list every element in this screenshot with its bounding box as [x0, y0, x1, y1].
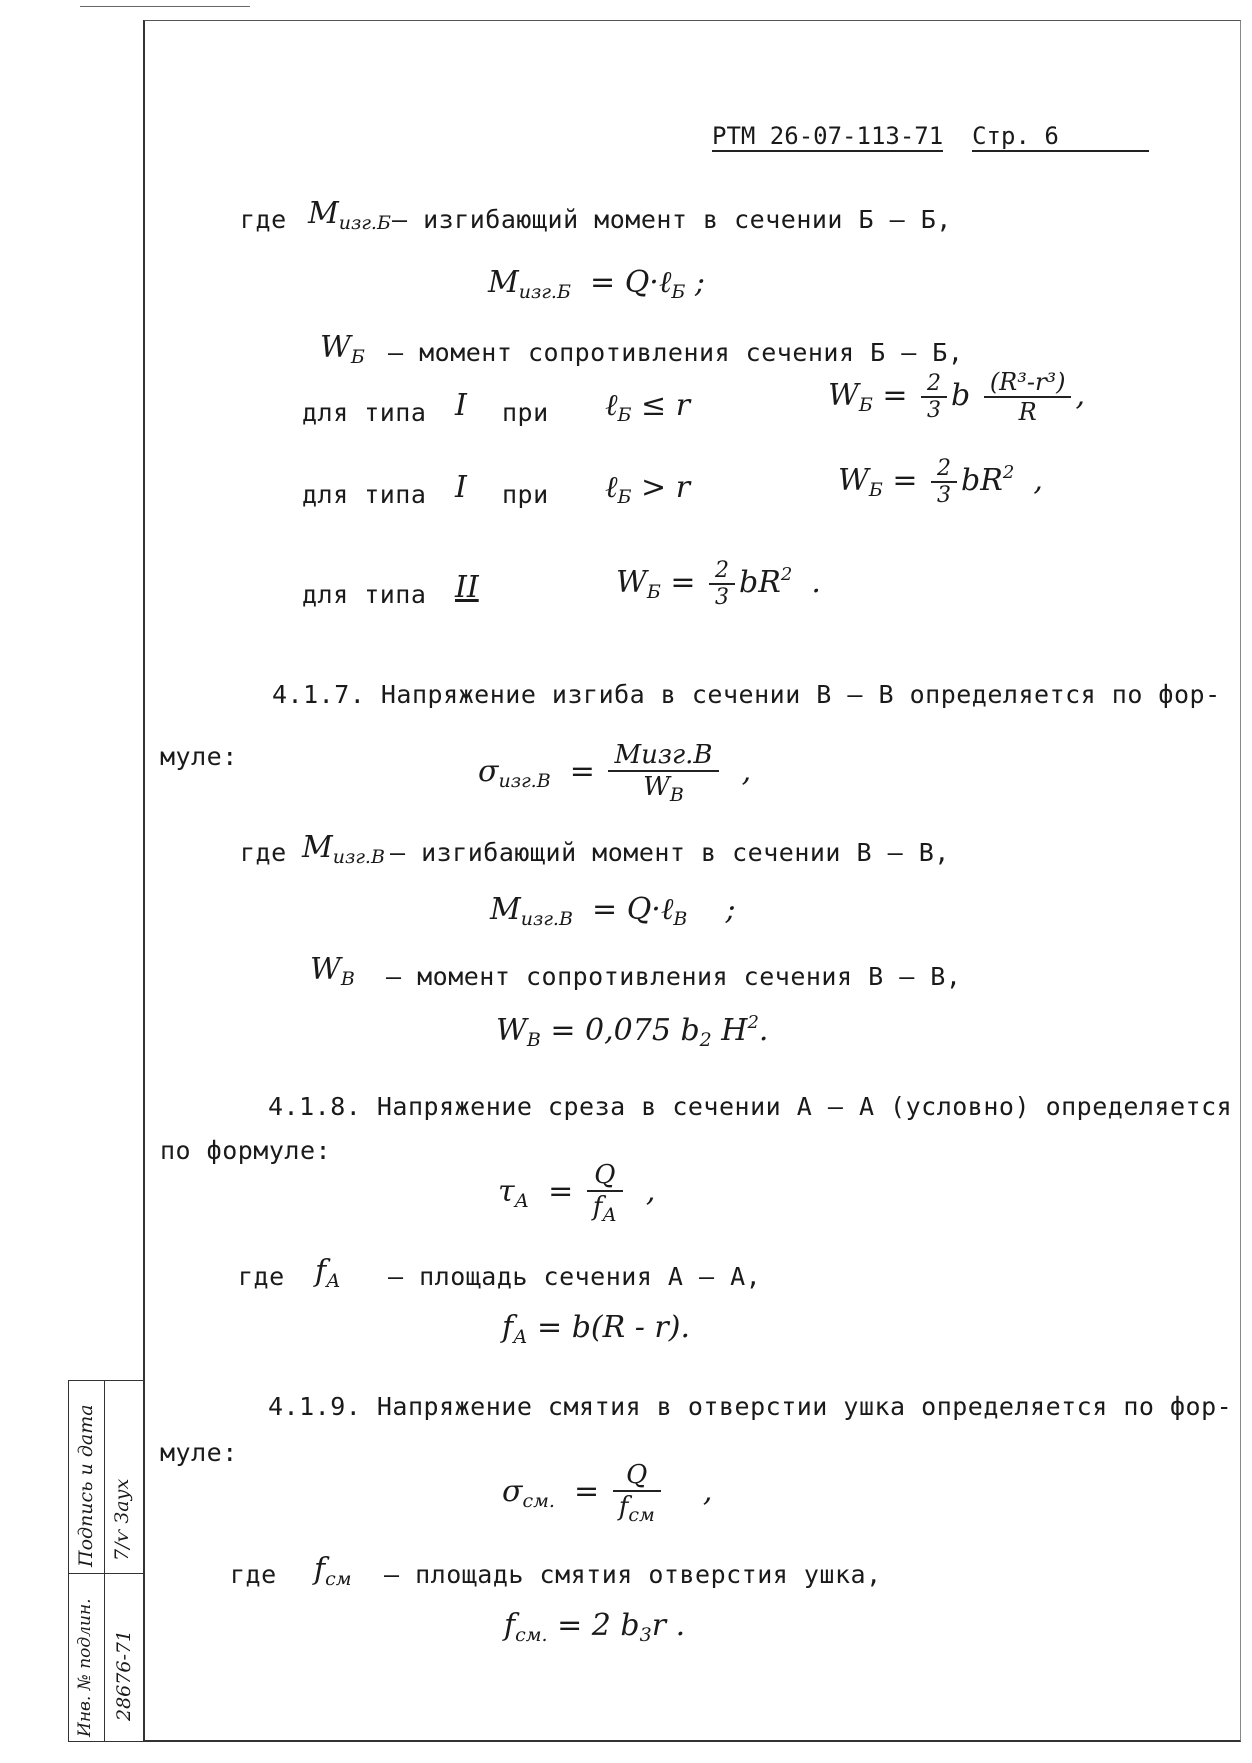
where-label: где: [240, 205, 287, 234]
case3-type: II: [455, 570, 479, 605]
where-label-3: где: [238, 1262, 285, 1291]
inventory-number-label: Инв. № подлин.: [75, 1598, 95, 1737]
f-a-description: – площадь сечения А – А,: [388, 1262, 762, 1291]
case2-formula: $W_Б$ = $\frac{2}{3}$ $bR^2$ ,: [838, 456, 1043, 508]
formula-w-v: $W_В = 0,075$ $b_2$ $H^2$.: [496, 1012, 769, 1051]
formula-sigma-izg-v: $\sigma_{изг.В}$ = $\frac{\text{Mизг.В}}{W_В}$ ,: [478, 740, 752, 806]
para-4-1-9-cont: муле:: [160, 1438, 238, 1467]
formula-tau-a: $\tau_А$ = $\frac{Q}{f_А}$ ,: [498, 1160, 656, 1226]
case2-condition: ℓ$_Б$ > r: [605, 470, 691, 508]
symbol-m-izg-b: $M_{изг.Б}$: [308, 196, 391, 234]
case1-formula: $W_Б$ = $\frac{2}{3}$ b $\frac{\text{(R³-r³)}}{R}$ ,: [828, 368, 1085, 426]
case3-formula: $W_Б$ = $\frac{2}{3}$ $bR^2$ .: [616, 558, 821, 610]
doc-code: РТМ 26-07-113-71: [712, 122, 944, 150]
stamp-divider: [69, 1573, 143, 1574]
inventory-number-value: 28676-71: [113, 1629, 135, 1721]
formula-m-izg-b: $M_{изг.Б}$ = Q·ℓ$_Б$ ;: [488, 265, 705, 303]
formula-m-izg-v: $M_{изг.В}$ = Q·ℓ$_В$ ;: [490, 892, 736, 930]
symbol-f-sm: $f_{см}$: [314, 1552, 352, 1590]
margin-stamp: [68, 1380, 144, 1742]
signature-date-label: Подпись и дата: [75, 1404, 97, 1567]
symbol-w-b: $W_Б$: [320, 330, 365, 368]
formula-f-a: $f_А = b(R - r)$.: [502, 1310, 691, 1348]
case1-label: для типа: [302, 398, 427, 427]
case1-type: I: [455, 388, 467, 423]
case1-when: при: [502, 398, 549, 427]
symbol-w-v: $W_В$: [310, 952, 355, 990]
header: [712, 122, 1149, 150]
symbol-m-izg-v: $M_{изг.В}$: [302, 830, 385, 868]
formula-f-sm: $f_{см.} = 2$ $b_3r$ .: [504, 1608, 686, 1646]
signature-value: 7/ѵ Заух: [111, 1478, 133, 1561]
para-4-1-7-cont: муле:: [160, 742, 238, 771]
para-4-1-8: 4.1.8. Напряжение среза в сечении А – А (условно) определяется: [268, 1092, 1233, 1121]
top-edge-line: [80, 6, 250, 7]
case1-condition: ℓ$_Б$ ≤ r: [605, 388, 691, 426]
case3-label: для типа: [302, 580, 427, 609]
para-4-1-7: 4.1.7. Напряжение изгиба в сечении В – В определяется по фор-: [272, 680, 1221, 709]
m-izg-b-description: – изгибающий момент в сечении Б – Б,: [392, 205, 952, 234]
symbol-f-a: $f_А$: [315, 1254, 341, 1292]
where-label-4: где: [230, 1560, 277, 1589]
where-label-2: где: [240, 838, 287, 867]
case2-when: при: [502, 480, 549, 509]
w-b-description: – момент сопротивления сечения Б – Б,: [388, 338, 964, 367]
case2-label: для типа: [302, 480, 427, 509]
para-4-1-9: 4.1.9. Напряжение смятия в отверстии ушка определяется по фор-: [268, 1392, 1233, 1421]
page-number: Стр. 6: [972, 122, 1149, 152]
f-sm-description: – площадь смятия отверстия ушка,: [384, 1560, 882, 1589]
formula-sigma-sm: $\sigma_{см.}$ = $\frac{Q}{f_{см}}$ ,: [502, 1460, 713, 1526]
w-v-description: – момент сопротивления сечения В – В,: [386, 962, 962, 991]
m-izg-v-description: – изгибающий момент в сечении В – В,: [390, 838, 950, 867]
para-4-1-8-cont: по формуле:: [160, 1136, 332, 1165]
case2-type: I: [455, 470, 467, 505]
